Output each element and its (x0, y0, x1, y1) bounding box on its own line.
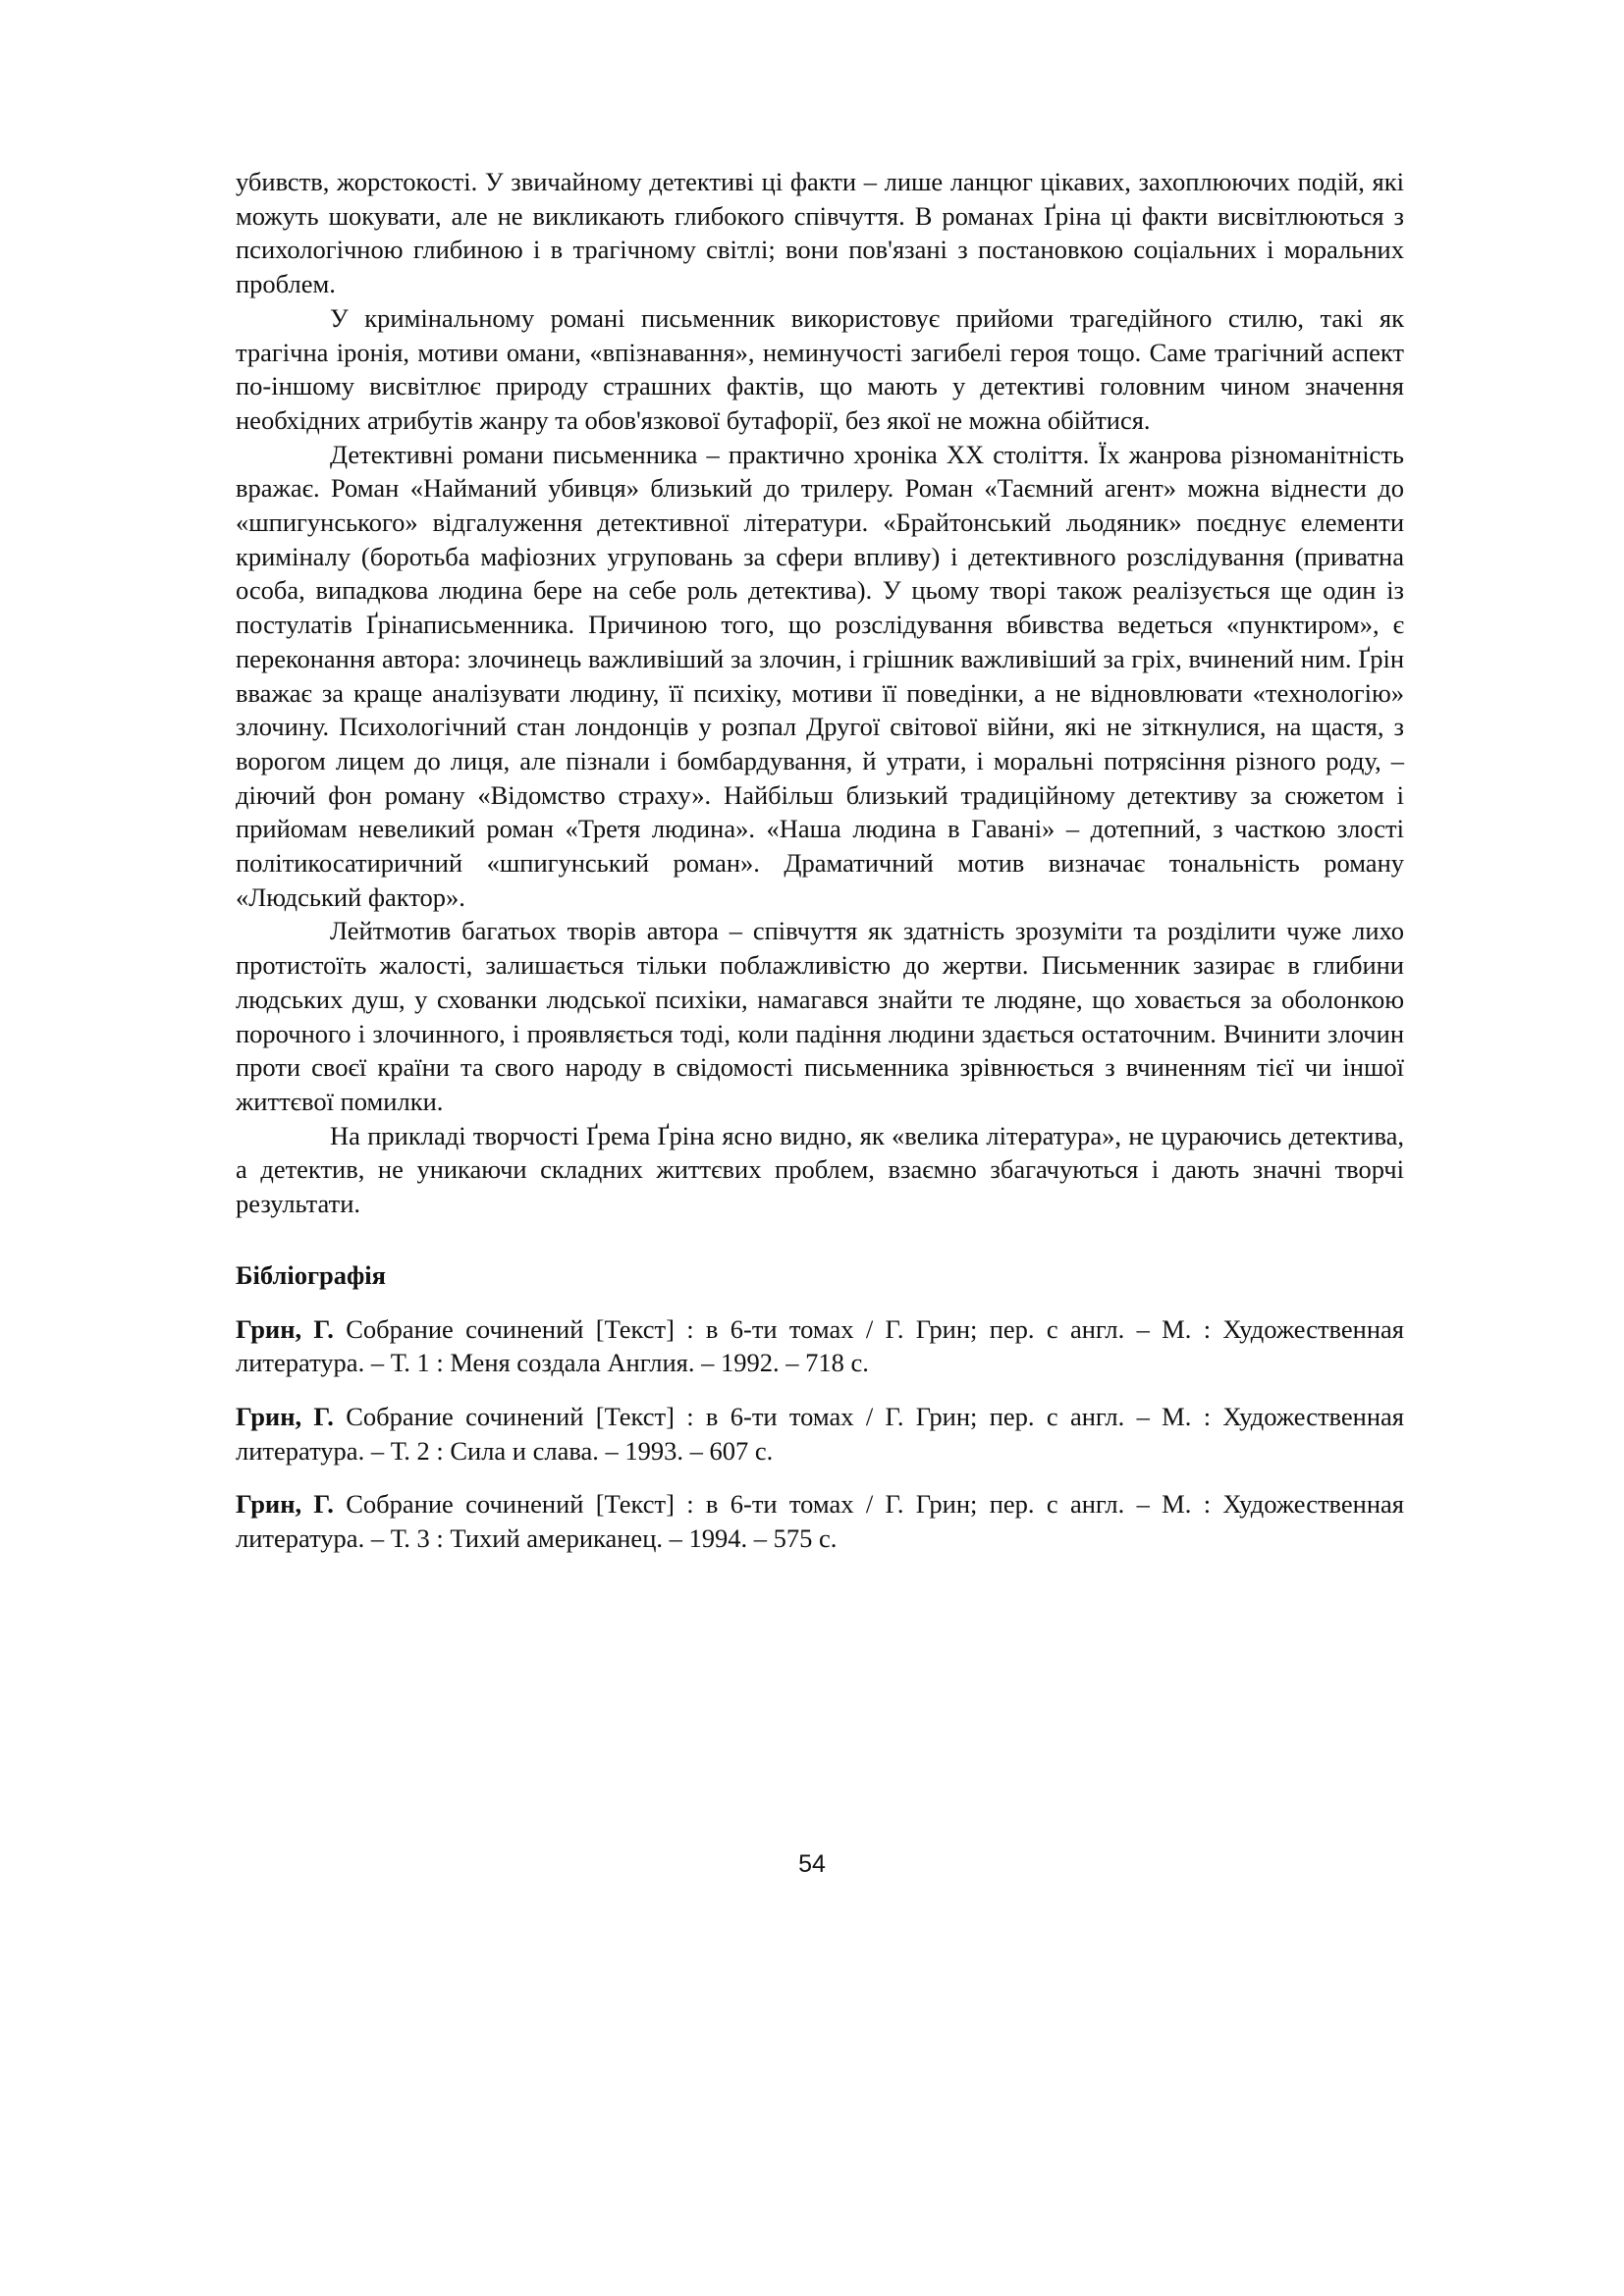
bibliography-entry (236, 1400, 1404, 1468)
document-page (236, 165, 1404, 1575)
bibliography-author: Грин, Г. (236, 1489, 334, 1520)
body-text (236, 165, 1404, 1221)
bibliography-entry (236, 1487, 1404, 1555)
bibliography-citation: Собрание сочинений [Текст] : в 6-ти томах / Г. Грин; пер. с англ. – М. : Художественная литература. – Т. 3 : Тихий американец. – 1994. – 575 с. (236, 1489, 1404, 1554)
bibliography-citation: Собрание сочинений [Текст] : в 6-ти томах / Г. Грин; пер. с англ. – М. : Художественная литература. – Т. 2 : Сила и слава. – 1993. – 607 с. (236, 1401, 1404, 1466)
bibliography-heading: Бібліографія (236, 1259, 387, 1290)
paragraph: Детективні романи письменника – практично хроніка XX століття. Їх жанрова різноманітність вражає. Роман «Найманий убивця» близький до трилеру. Роман «Таємний агент» можна віднести до «шпигунського» відгалуження детективної літератури. «Брайтонський льодяник» поєднує елементи криміналу (боротьба мафіозних угруповань за сфери впливу) і детективного розслідування (приватна особа, випадкова людина бере на себе роль детектива). У цьому творі також реалізується ще один із постулатів Ґрінаписьменника. Причиною того, що розслідування вбивства ведеться «пунктиром», є переконання автора: злочинець важливіший за злочин, і грішник важливіший за гріх, вчинений ним. Ґрін вважає за краще аналізувати людину, її психіку, мотиви її поведінки, а не відновлювати «технологію» злочину. Психологічний стан лондонців у розпал Другої світової війни, які не зіткнулися, на щастя, з ворогом лицем до лиця, але пізнали і бомбардування, й утрати, і моральні потрясіння різного роду, – діючий фон роману «Відомство страху». Найбільш близький традиційному детективу за сюжетом і прийомам невеликий роман «Третя людина». «Наша людина в Гавані» – дотепний, з часткою злості політикосатиричний «шпигунський роман». Драматичний мотив визначає тональність роману «Людський фактор». (236, 439, 1404, 912)
paragraph: убивств, жорстокості. У звичайному детективі ці факти – лише ланцюг цікавих, захоплюючих подій, які можуть шокувати, але не викликають глибокого співчуття. В романах Ґріна ці факти висвітлюються з психологічною глибиною і в трагічному світлі; вони пов'язані з постановкою соціальних і моральних проблем. (236, 167, 1404, 299)
paragraph: У кримінальному романі письменник використовує прийоми трагедійного стилю, такі як трагічна іронія, мотиви омани, «впізнавання», неминучості загибелі героя тощо. Саме трагічний аспект по-іншому висвітлює природу страшних фактів, що мають у детективі головним чином значення необхідних атрибутів жанру та обов'язкової бутафорії, без якої не можна обійтися. (236, 302, 1404, 435)
paragraph: Лейтмотив багатьох творів автора – співчуття як здатність зрозуміти та розділити чуже лихо протистоїть жалості, залишається тільки поблажливістю до жертви. Письменник зазирає в глибини людських душ, у схованки людської психіки, намагався знайти те людяне, що ховається за оболонкою порочного і злочинного, і проявляється тоді, коли падіння людини здається остаточним. Вчинити злочин проти своєї країни та свого народу в свідомості письменника зрівнюється з вчиненням тієї чи іншої життєвої помилки. (236, 916, 1404, 1116)
bibliography-citation: Собрание сочинений [Текст] : в 6-ти томах / Г. Грин; пер. с англ. – М. : Художественная литература. – Т. 1 : Меня создала Англия. – 1992. – 718 с. (236, 1313, 1404, 1378)
bibliography-list (236, 1312, 1404, 1556)
bibliography-author: Грин, Г. (236, 1401, 334, 1431)
page-number: 54 (798, 1850, 826, 1878)
bibliography-entry (236, 1312, 1404, 1380)
bibliography-author: Грин, Г. (236, 1313, 334, 1344)
paragraph: На прикладі творчості Ґрема Ґріна ясно видно, як «велика література», не цураючись детектива, а детектив, не уникаючи складних життєвих проблем, взаємно збагачуються і дають значні творчі результати. (236, 1120, 1404, 1219)
